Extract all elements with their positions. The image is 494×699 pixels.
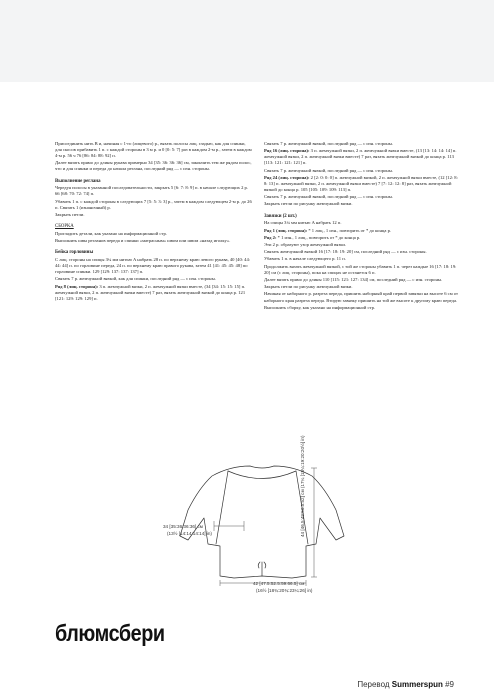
paragraph: Эти 2 р. образуют узор жемчужной вязки. (264, 242, 347, 247)
row-label: Ряд 8 (лиц. сторона): (55, 283, 99, 289)
paragraph: Связать жемчужной вязкой 16 [17: 18: 19: 20] см, последний ряд — с изн. стороны. (264, 249, 427, 255)
footer-brand: Summerspun (391, 680, 443, 689)
paragraph: Закрыть петли по рисунку жемчужной вязки. (264, 201, 353, 207)
sweater-outline (180, 466, 344, 578)
paragraph: Далее вязать прямо до длины рукава примерно 34 [35: 36: 36: 36] см, закончить тем же рядом полос, что и для спинки и переда до начала реглана, последний ряд — с изн. стороны. (55, 160, 252, 172)
paragraph: Присоединить нить B и, начиная с 1-го (лицевого) р., вязать полосы лиц. гладью, как для спинки, для скосов прибавить 1 п. с каждой стороны в 3 м р. и 0 [0: 5: 7] раз в каждом 2-м р., затем в каждом 4-м р. 56 ч 76 [86: 84: 88: 92] п. (55, 141, 252, 159)
row-text: 3 п. жемчужной вязки, 2 п. жемчужной вязки вместе, (34 [34: 15: 15: 15] п. жемчужной вязки, 2 п. жемчужной вязки вместе) 7 раз, вязать жемчужной вязкой до конца р. 121 [121: 129: 129: 129] п. (55, 283, 246, 301)
instructions-left-column (55, 141, 253, 303)
paragraph: Начиная от наборного р. разреза переда, пришить наборный край первой завязки на высоте 6 см от наборного края разреза переда. Вторую завязку пришить на той же высоте к другому краю переда. (264, 291, 459, 303)
paragraph: Связать 7 р. жемчужной вязкой, последний ряд — с изн. стороны. (264, 141, 394, 146)
paragraph: Убавить 1 п. с каждой стороны в следующих 7 [5: 5: 3: 3] р., затем в каждом следующем 2-м р. до 26 п. Связать 1 (изнаночный) р. (55, 198, 252, 210)
section-heading: Завязки (2 шт.) (264, 213, 297, 219)
paragraph: Далее вязать прямо до длины 110 [115: 121: 127: 134] см, последний ряд — с изн. стороны. (264, 276, 443, 282)
chest-width-inches-label: (13½ [14:14:14:14] in) (167, 531, 212, 536)
paragraph: Закрыть петли. (55, 211, 85, 217)
hip-width-inches-label: (16½ [18¾:20¾:23¼:26] in) (256, 588, 313, 593)
paragraph: Закрыть петли по рисунку жемчужной вязки. (264, 284, 353, 290)
paragraph: Связать 7 р. жемчужной вязкой, последний ряд — с изн. стороны. (264, 167, 394, 173)
row-text: 2 [2: 0: 0: 0] п. жемчужной вязкой, 2 п. жемчужной вязки вместе, (12 [12: 8: 8: 13] п. жемчужной вязки, 2 п. жемчужной вязки вместе) 7 [7: 12: 12: 8] раз, вязать жемчужной вязкой до конца р. 105 [105: 109: 109: 113] п. (264, 174, 458, 192)
footer-page-number: #9 (442, 680, 454, 689)
paragraph: Выполнить швы регланов переда и спинки «матрасным» швом или швом «назад иголку». (55, 238, 231, 244)
page-footer (357, 680, 454, 689)
row-instruction (264, 175, 462, 193)
row-label: Ряд 16 (лиц. сторона): (264, 148, 310, 154)
footer-prefix: Перевод (357, 680, 392, 689)
right-tie (264, 562, 266, 568)
paragraph: Прогладить детали, как указано на информационной стр. (55, 230, 167, 236)
row-label: Ряд 1 (лиц. сторона): (264, 227, 308, 233)
row-instruction (264, 148, 462, 166)
row-instruction (264, 235, 462, 241)
section-heading: Выполнение реглана (55, 178, 101, 184)
left-tie (258, 562, 260, 568)
left-raglan-seam (216, 471, 228, 544)
length-label: 44 [46.5:48:50.5:52] см (17¼ [18¼:19:20:20½] in) (300, 435, 305, 537)
paragraph: Чередуя полосы в указанной последовательности, закрыть 5 [6: 7: 8: 9] п. в начале следующих 2 р. 66 [68: 70: 72: 74] п. (55, 185, 248, 197)
chest-width-label: 34 [35:36:36:36] см (163, 524, 203, 529)
length-measure-line (311, 468, 317, 577)
row-text: * 1 лиц., 1 изн., повторить от * до конца р. (307, 227, 392, 233)
row-text: * 1 изн., 1 лиц., повторить от * до конца р. (276, 234, 361, 240)
top-photo-band (0, 0, 494, 82)
neckline (228, 471, 296, 479)
paragraph: Связать 7 р. жемчужной вязкой, последний ряд — с изн. стороны. (264, 194, 394, 200)
row-text: 3 п. жемчужной вязки, 2 п. жемчужной вязки вместе, (13 [13: 14: 14: 14] п. жемчужной вязки, 2 п. жемчужной вязки вместе) 7 раз, вязать жемчужной вязкой до конца р. 113 [113: 121: 121: 121] п. (264, 148, 457, 166)
paragraph: Выполнить сборку, как указано на информационной стр. (264, 304, 376, 310)
paragraph: С лиц. стороны на спицы 3¼ мм нитью A набрать 28 п. по верхнему краю левого рукава, 40 [40: 44: 44: 44] п. по горловине переда, 24 п. по верхнему краю правого рукава, затем 41 [41: 45: 45: 48] по горловине спинки. 129 [129: 137: 137: 137] п. (55, 256, 251, 275)
paragraph: Связать 7 р. жемчужной вязкой, как для спинки, последний ряд — с изн. стороны. (55, 276, 216, 282)
section-heading: СБОРКА (55, 224, 74, 230)
garment-schematic (150, 440, 370, 640)
paragraph: Убавить 1 п. в начале следующего р. 11 п. (264, 256, 346, 262)
row-label: Ряд 24 (лиц. сторона): (264, 174, 310, 180)
pattern-title: блюмсбери (55, 620, 165, 646)
row-instruction (264, 228, 462, 234)
instructions-right-column (264, 141, 462, 312)
paragraph: На спицы 3¼ мм нитью A набрать 12 п. (264, 220, 342, 226)
hip-width-label: 42 [47.5:52.5:59:66.5] см (253, 581, 305, 586)
section-heading: Бейка горловины (55, 250, 94, 256)
row-label: Ряд 2: (264, 234, 277, 240)
row-instruction (55, 284, 253, 302)
paragraph: Продолжить вязать жемчужной вязкой, с той же стороны убавить 1 п. через каждые 16 [17: 18: 19: 20] см (с лиц. стороны), пока на спицах не останется 6 п. (264, 263, 457, 275)
